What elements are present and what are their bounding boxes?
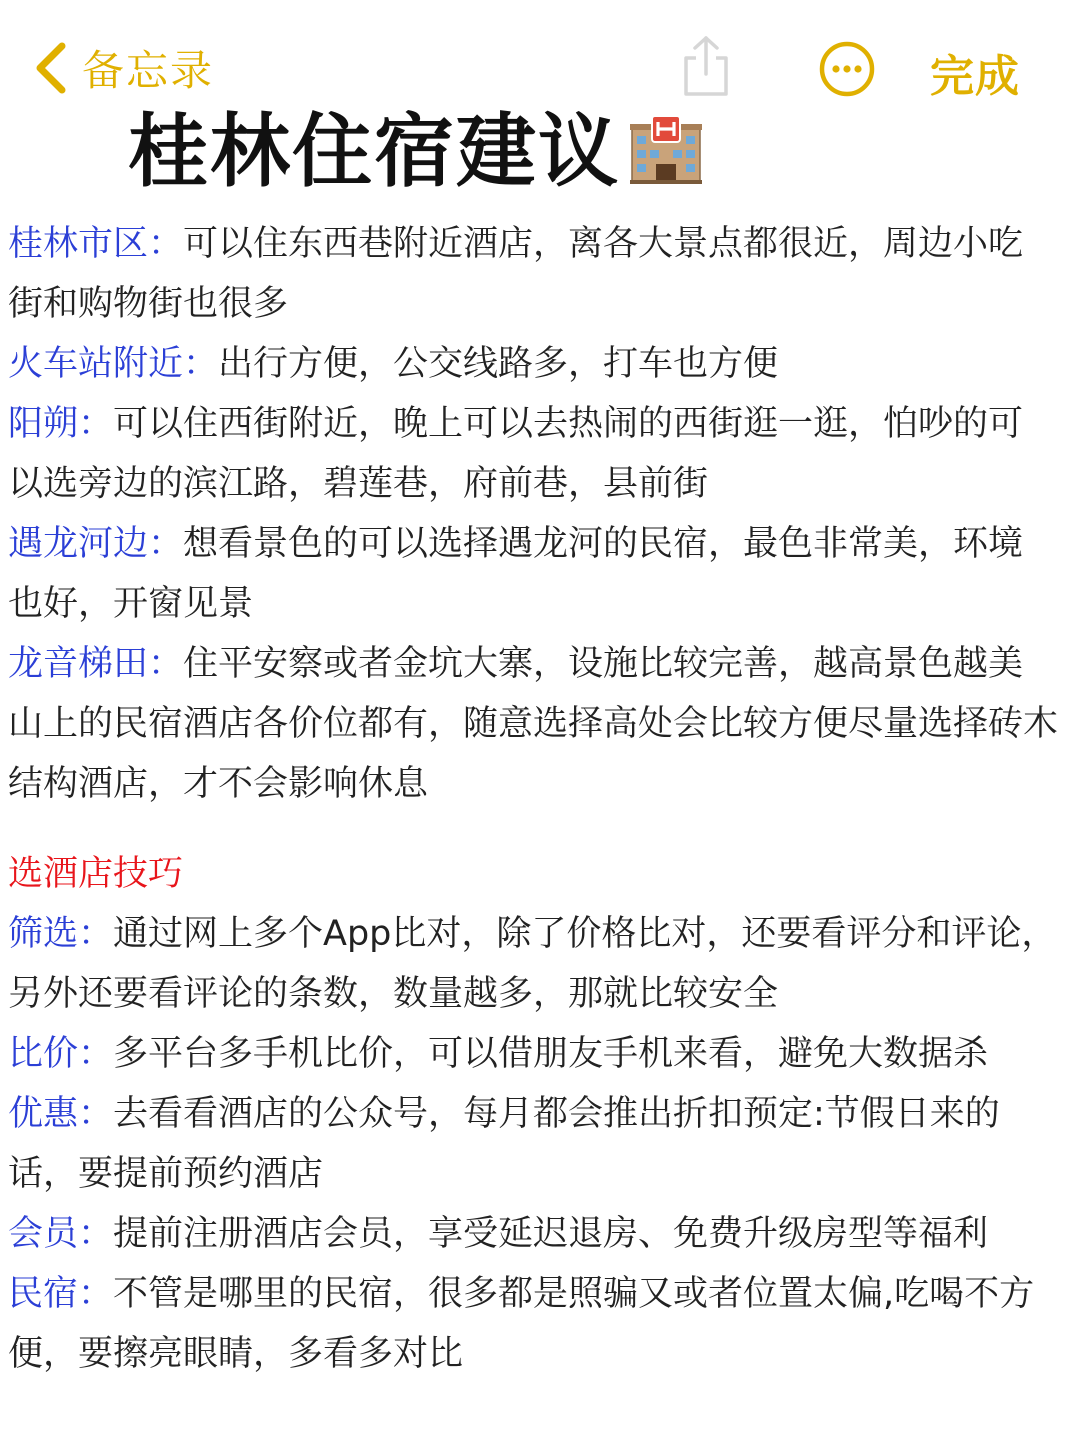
note-paragraph [8, 334, 1058, 394]
paragraph-label: 比价： [8, 1034, 114, 1074]
paragraph-text: 不管是哪里的民宿，很多都是照骗又或者位置太偏,吃喝不方便，要擦亮眼睛，多看多对比 [8, 1274, 1035, 1374]
paragraph-label: 优惠： [8, 1094, 114, 1134]
more-options-button[interactable] [818, 40, 876, 102]
paragraph-text: 通过网上多个App比对，除了价格比对，还要看评分和评论，另外还要看评论的条数，数量越多，那就比较安全 [8, 914, 1057, 1014]
note-paragraph [8, 1024, 1058, 1084]
note-paragraph [8, 214, 1058, 334]
share-button[interactable] [680, 34, 732, 102]
paragraph-label: 桂林市区： [8, 224, 184, 264]
paragraph-text: 出行方便，公交线路多，打车也方便 [218, 344, 779, 384]
paragraph-label: 阳朔： [8, 404, 114, 444]
note-paragraph [8, 1264, 1058, 1384]
note-paragraph [8, 904, 1058, 1024]
navigation-bar [0, 0, 1080, 120]
paragraph-label: 遇龙河边： [8, 524, 184, 564]
back-button[interactable] [34, 38, 214, 98]
paragraph-text: 多平台多手机比价，可以借朋友手机来看，避免大数据杀 [113, 1034, 989, 1074]
paragraph-label: 火车站附近： [8, 344, 219, 384]
done-button[interactable]: 完成 [930, 51, 1020, 102]
note-paragraph [8, 634, 1058, 814]
note-paragraph [8, 1204, 1058, 1264]
paragraph-text: 可以住西街附近，晚上可以去热闹的西街逛一逛，怕吵的可以选旁边的滨江路，碧莲巷，府前巷，县前街 [8, 404, 1024, 504]
paragraph-text: 提前注册酒店会员，享受延迟退房、免费升级房型等福利 [113, 1214, 989, 1254]
paragraph-text: 去看看酒店的公众号，每月都会推出折扣预定:节假日来的话，要提前预约酒店 [8, 1094, 1000, 1194]
note-body[interactable] [8, 214, 1058, 1384]
back-label: 备忘录 [82, 46, 215, 95]
note-paragraph [8, 394, 1058, 514]
chevron-left-icon [34, 40, 68, 96]
ellipsis-circle-icon [818, 83, 876, 102]
note-paragraph [8, 1084, 1058, 1204]
note-title-row [128, 104, 704, 200]
paragraph-label: 民宿： [8, 1274, 114, 1314]
note-paragraph [8, 514, 1058, 634]
paragraph-text: 想看景色的可以选择遇龙河的民宿，最色非常美，环境也好，开窗见景 [8, 524, 1024, 624]
paragraph-label: 筛选： [8, 914, 114, 954]
share-icon [680, 83, 732, 102]
paragraph-label: 会员： [8, 1214, 114, 1254]
paragraph-label: 龙音梯田： [8, 644, 184, 684]
note-title: 桂林住宿建议 [128, 105, 620, 198]
paragraph-text: 可以住东西巷附近酒店，离各大景点都很近，周边小吃街和购物街也很多 [8, 224, 1024, 324]
blank-line [8, 814, 1058, 844]
section-heading: 选酒店技巧 [8, 854, 184, 894]
paragraph-text: 住平安察或者金坑大寨，设施比较完善，越高景色越美山上的民宿酒店各价位都有，随意选择高处会比较方便尽量选择砖木结构酒店，才不会影响休息 [8, 644, 1059, 804]
hotel-icon [628, 114, 704, 190]
